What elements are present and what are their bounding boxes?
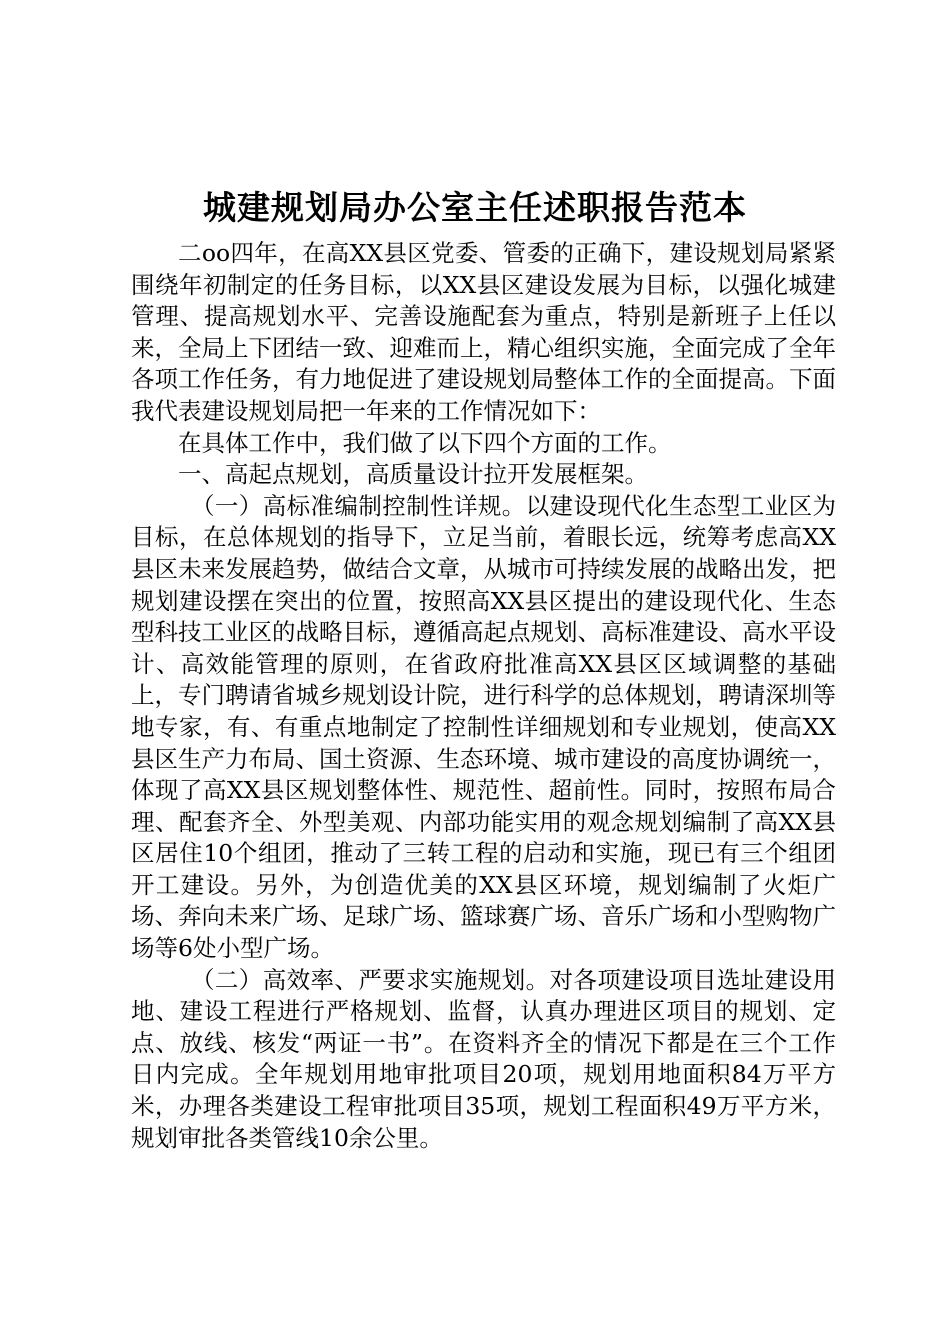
section-heading-1: 一、高起点规划，高质量设计拉开发展框架。 [178,460,648,489]
subsection-2: （二）高效率、严要求实施规划。对各项建设项目选址建设用地、建设工程进行严格规划、监督，认真办理进区项目的规划、定点、放线、核发“两证一书”。在资料齐全的情况下都是在三个工作日内完成。全年规划用地审批项目20项，规划用地面积84万平方米，办理各类建设工程审批项目35项，规划工程面积49万平方米，规划审批各类管线10余公里。 [131,965,836,1152]
paragraph-intro: 二oo四年，在高XX县区党委、管委的正确下，建设规划局紧紧围绕年初制定的任务目标，以XX县区建设发展为目标，以强化城建管理、提高规划水平、完善设施配套为重点，特别是新班子上任以来，全局上下团结一致、迎难而上，精心组织实施，全面完成了全年各项工作任务，有力地促进了建设规划局整体工作的全面提高。下面我代表建设规划局把一年来的工作情况如下： [131,239,836,425]
document-title: 城建规划局办公室主任述职报告范本 [203,188,747,227]
paragraph-overview: 在具体工作中，我们做了以下四个方面的工作。 [178,428,672,457]
subsection-1: （一）高标准编制控制性详规。以建设现代化生态型工业区为目标，在总体规划的指导下，立足当前，着眼长远，统筹考虑高XX县区未来发展趋势，做结合文章，从城市可持续发展的战略出发，把规划建设摆在突出的位置，按照高XX县区提出的建设现代化、生态型科技工业区的战略目标，遵循高起点规划、高标准建设、高水平设计、高效能管理的原则，在省政府批准高XX县区区域调整的基础上，专门聘请省城乡规划设计院，进行科学的总体规划，聘请深圳等地专家，有、有重点地制定了控制性详细规划和专业规划，使高XX县区生产力布局、国土资源、生态环境、城市建设的高度协调统一，体现了高XX县区规划整体性、规范性、超前性。同时，按照布局合理、配套齐全、外型美观、内部功能实用的观念规划编制了高XX县区居住10个组团，推动了三转工程的启动和实施，现已有三个组团开工建设。另外，为创造优美的XX县区环境，规划编制了火炬广场、奔向未来广场、足球广场、篮球赛广场、音乐广场和小型购物广场等6处小型广场。 [131,491,836,963]
document-body [131,238,836,1154]
